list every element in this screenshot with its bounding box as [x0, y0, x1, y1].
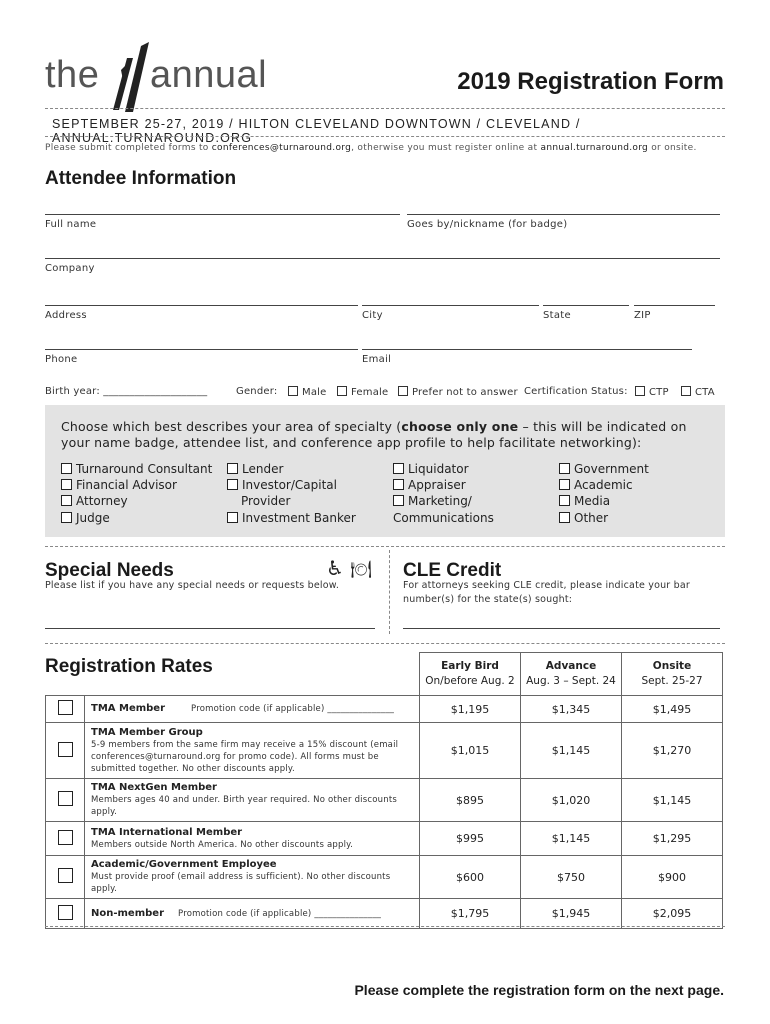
checkbox-icon[interactable]	[635, 386, 645, 396]
cert-option-cta[interactable]: CTA	[681, 386, 715, 398]
specialty-option[interactable]: Marketing/	[393, 493, 472, 509]
checkbox-icon[interactable]	[393, 479, 404, 490]
rate-description: TMA NextGen Member Members ages 40 and under. Birth year required. No other discounts apply.	[85, 779, 420, 822]
specialty-option[interactable]: Other	[559, 510, 608, 526]
checkbox-icon[interactable]	[61, 512, 72, 523]
cle-text: For attorneys seeking CLE credit, please indicate your bar number(s) for the state(s) sought:	[403, 580, 690, 605]
city-label: City	[362, 310, 383, 321]
specialty-option[interactable]: Lender	[227, 461, 283, 477]
table-row	[46, 696, 723, 723]
wheelchair-icon: ♿	[326, 556, 344, 580]
price-cell: $1,020	[521, 779, 622, 822]
rates-heading: Registration Rates	[45, 656, 213, 677]
divider	[45, 136, 725, 137]
logo-text-the: the	[45, 54, 100, 96]
submit-instructions: Please submit completed forms to conferences@turnaround.org, otherwise you must register online at annual.turnaround.org or onsite.	[45, 143, 697, 153]
price-cell: $1,495	[622, 696, 723, 723]
gender-option-male[interactable]: Male	[288, 386, 327, 398]
special-needs-heading: Special Needs	[45, 560, 174, 581]
email-label: Email	[362, 354, 392, 365]
specialty-option[interactable]: Financial Advisor	[61, 477, 177, 493]
promo-code-field[interactable]: Promotion code (if applicable) _______________	[191, 704, 395, 714]
certification-label: Certification Status:	[524, 386, 628, 397]
zip-field[interactable]	[634, 305, 715, 306]
company-field[interactable]	[45, 258, 720, 259]
col-early-bird: Early Bird On/before Aug. 2	[420, 653, 521, 696]
checkbox-icon[interactable]	[559, 463, 570, 474]
special-needs-text: Please list if you have any special needs or requests below.	[45, 580, 340, 591]
rate-description: Non-member Promotion code (if applicable) _______________	[85, 899, 420, 929]
checkbox-icon[interactable]	[61, 479, 72, 490]
cert-option-ctp[interactable]: CTP	[635, 386, 669, 398]
price-cell: $995	[420, 822, 521, 856]
specialty-section	[45, 405, 725, 537]
dining-icon: 🍽	[350, 560, 372, 580]
table-row	[46, 856, 723, 899]
promo-code-field[interactable]: Promotion code (if applicable) _______________	[178, 908, 382, 919]
submit-email-link[interactable]: conferences@turnaround.org	[211, 143, 352, 153]
divider	[45, 108, 725, 109]
rate-checkbox[interactable]	[46, 899, 85, 929]
price-cell: $1,270	[622, 723, 723, 779]
rate-description: TMA Member Promotion code (if applicable) _______________	[85, 696, 420, 723]
checkbox-icon[interactable]	[58, 868, 73, 883]
table-row	[46, 779, 723, 822]
zip-label: ZIP	[634, 310, 651, 321]
divider	[45, 926, 725, 927]
checkbox-icon[interactable]	[61, 463, 72, 474]
accessibility-icons	[326, 556, 372, 580]
price-cell: $1,195	[420, 696, 521, 723]
checkbox-icon[interactable]	[227, 479, 238, 490]
checkbox-icon[interactable]	[559, 512, 570, 523]
address-label: Address	[45, 310, 87, 321]
specialty-option[interactable]: Investment Banker	[227, 510, 356, 526]
col-advance: Advance Aug. 3 – Sept. 24	[521, 653, 622, 696]
divider	[45, 546, 725, 547]
company-label: Company	[45, 263, 95, 274]
table-row	[46, 899, 723, 929]
specialty-option[interactable]: Government	[559, 461, 649, 477]
checkbox-icon[interactable]	[58, 742, 73, 757]
submit-site-link[interactable]: annual.turnaround.org	[540, 143, 649, 153]
price-cell: $1,145	[521, 822, 622, 856]
checkbox-icon[interactable]	[393, 463, 404, 474]
checkbox-icon[interactable]	[58, 791, 73, 806]
gender-option-female[interactable]: Female	[337, 386, 388, 398]
price-cell: $1,345	[521, 696, 622, 723]
checkbox-icon[interactable]	[393, 495, 404, 506]
price-cell: $1,145	[622, 779, 723, 822]
rate-checkbox[interactable]	[46, 779, 85, 822]
rate-checkbox[interactable]	[46, 856, 85, 899]
checkbox-icon[interactable]	[559, 495, 570, 506]
city-field[interactable]	[362, 305, 539, 306]
phone-field[interactable]	[45, 349, 358, 350]
full-name-field[interactable]	[45, 214, 400, 215]
rates-header-row	[46, 653, 723, 696]
checkbox-icon[interactable]	[398, 386, 408, 396]
specialty-option-continued: Communications	[393, 511, 494, 525]
state-field[interactable]	[543, 305, 629, 306]
checkbox-icon[interactable]	[559, 479, 570, 490]
checkbox-icon[interactable]	[227, 463, 238, 474]
specialty-option[interactable]: Academic	[559, 477, 633, 493]
rate-description: TMA International Member Members outside North America. No other discounts apply.	[85, 822, 420, 856]
email-field[interactable]	[362, 349, 692, 350]
column-divider	[389, 550, 390, 634]
rate-checkbox[interactable]	[46, 723, 85, 779]
checkbox-icon[interactable]	[681, 386, 691, 396]
specialty-option[interactable]: Liquidator	[393, 461, 469, 477]
checkbox-icon[interactable]	[58, 700, 73, 715]
state-label: State	[543, 310, 571, 321]
price-cell: $900	[622, 856, 723, 899]
address-field[interactable]	[45, 305, 358, 306]
rates-table	[45, 652, 723, 929]
price-cell: $1,945	[521, 899, 622, 929]
gender-option-prefer-not[interactable]: Prefer not to answer	[398, 386, 518, 398]
price-cell: $1,795	[420, 899, 521, 929]
special-needs-field[interactable]	[45, 628, 375, 629]
checkbox-icon[interactable]	[227, 512, 238, 523]
checkbox-icon[interactable]	[288, 386, 298, 396]
logo-mark-icon	[103, 40, 153, 115]
checkbox-icon[interactable]	[337, 386, 347, 396]
gender-label: Gender:	[236, 386, 278, 397]
specialty-option[interactable]: Attorney	[61, 493, 128, 509]
cle-bar-number-field[interactable]	[403, 628, 720, 629]
price-cell: $750	[521, 856, 622, 899]
nickname-label: Goes by/nickname (for badge)	[407, 219, 568, 230]
attendee-heading: Attendee Information	[45, 168, 237, 189]
price-cell: $600	[420, 856, 521, 899]
form-title: 2019 Registration Form	[457, 68, 724, 95]
specialty-option-continued: Provider	[241, 494, 291, 508]
event-details: SEPTEMBER 25-27, 2019 / HILTON CLEVELAND DOWNTOWN / CLEVELAND / ANNUAL.TURNAROUND.ORG	[52, 117, 581, 145]
checkbox-icon[interactable]	[61, 495, 72, 506]
divider	[45, 643, 725, 644]
nickname-field[interactable]	[407, 214, 720, 215]
specialty-option[interactable]: Investor/Capital	[227, 477, 337, 493]
phone-label: Phone	[45, 354, 78, 365]
specialty-option[interactable]: Appraiser	[393, 477, 466, 493]
price-cell: $1,015	[420, 723, 521, 779]
rate-checkbox[interactable]	[46, 822, 85, 856]
specialty-option[interactable]: Media	[559, 493, 610, 509]
specialty-option[interactable]: Turnaround Consultant	[61, 461, 212, 477]
price-cell: $1,295	[622, 822, 723, 856]
rate-description: Academic/Government Employee Must provide proof (email address is sufficient). No other discounts apply.	[85, 856, 420, 899]
specialty-option[interactable]: Judge	[61, 510, 110, 526]
price-cell: $1,145	[521, 723, 622, 779]
logo-text-annual: annual	[150, 54, 268, 96]
table-row	[46, 723, 723, 779]
annual-logo	[45, 40, 275, 115]
specialty-intro: Choose which best describes your area of specialty (choose only one – this will be indicated on your name badge, attendee list, and conference app profile to help facilitate networking):	[61, 419, 687, 450]
table-row	[46, 822, 723, 856]
rate-description: TMA Member Group 5-9 members from the same firm may receive a 15% discount (email conferences@turnaround.org for promo code). All forms must be submitted together. No other discounts apply.	[85, 723, 420, 779]
price-cell: $2,095	[622, 899, 723, 929]
rate-checkbox[interactable]	[46, 696, 85, 723]
cle-heading: CLE Credit	[403, 560, 502, 581]
full-name-label: Full name	[45, 219, 97, 230]
checkbox-icon[interactable]	[58, 905, 73, 920]
checkbox-icon[interactable]	[58, 830, 73, 845]
price-cell: $895	[420, 779, 521, 822]
footer-note: Please complete the registration form on the next page.	[354, 982, 724, 998]
birth-year-field[interactable]: Birth year: ____________________	[45, 386, 208, 397]
col-onsite: Onsite Sept. 25-27	[622, 653, 723, 696]
